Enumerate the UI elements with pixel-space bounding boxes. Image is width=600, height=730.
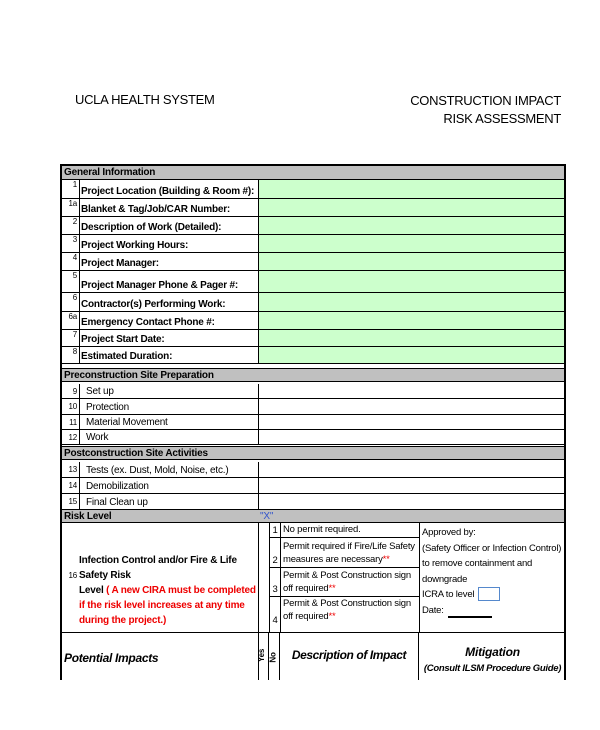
row-value-field[interactable] (258, 415, 566, 429)
row-number: 13 (68, 465, 77, 474)
row-value-field[interactable] (258, 199, 566, 216)
risk-option-1[interactable] (270, 523, 420, 538)
risk-assessment-form (60, 164, 566, 680)
row-label: Project Manager: (79, 253, 258, 270)
form-row (62, 217, 566, 235)
risk-level-title: Risk Level (64, 511, 112, 522)
row-number: 15 (68, 497, 77, 506)
row-value-field[interactable] (258, 235, 566, 252)
row-number: 1a (68, 199, 77, 208)
form-row (62, 235, 566, 253)
row-number: 4 (72, 253, 77, 262)
row-label: Contractor(s) Performing Work: (79, 293, 258, 311)
form-row (62, 478, 566, 494)
risk-row-number: 16 (68, 571, 77, 580)
risk-level-label (79, 553, 257, 628)
form-row (62, 271, 566, 293)
row-number: 6 (72, 293, 77, 302)
no-column-header (269, 633, 280, 680)
row-label: Demobilization (79, 478, 258, 493)
risk-selection-column[interactable] (258, 523, 269, 633)
row-value-field[interactable] (258, 330, 566, 346)
row-value-field[interactable] (258, 180, 566, 198)
form-row (62, 494, 566, 510)
approval-section (419, 523, 566, 633)
yes-label: Yes (257, 648, 267, 663)
form-title (410, 92, 561, 128)
icra-level-row (422, 587, 566, 603)
form-row (62, 199, 566, 217)
risk-option-text: Permit & Post Construction sign off required** (283, 570, 411, 594)
row-value-field[interactable] (258, 293, 566, 311)
risk-option-number: 4 (270, 597, 281, 633)
form-row (62, 330, 566, 347)
row-label: Estimated Duration: (79, 347, 258, 363)
risk-option-2[interactable] (270, 538, 420, 568)
mitigation-title: Mitigation (465, 645, 520, 659)
risk-option-4[interactable] (270, 597, 420, 633)
form-title-line2: RISK ASSESSMENT (443, 111, 561, 126)
row-label: Material Movement (79, 415, 258, 429)
icra-level-input[interactable] (478, 587, 500, 601)
risk-option-3[interactable] (270, 568, 420, 597)
row-number: 10 (68, 402, 77, 411)
row-label: Tests (ex. Dust, Mold, Noise, etc.) (79, 462, 258, 477)
row-number: 3 (72, 235, 77, 244)
row-number: 11 (69, 417, 77, 427)
row-number: 14 (68, 481, 77, 490)
row-value-field[interactable] (258, 399, 566, 414)
row-label: Work (79, 430, 258, 444)
date-input[interactable] (448, 616, 492, 618)
row-value-field[interactable] (258, 271, 566, 292)
row-value-field[interactable] (258, 384, 566, 398)
risk-option-text: Permit required if Fire/Life Safety measures are necessary** (283, 541, 415, 565)
form-row (62, 180, 566, 199)
row-value-field[interactable] (258, 253, 566, 270)
row-label: Description of Work (Detailed): (79, 217, 258, 234)
row-number: 1 (72, 180, 77, 189)
row-label: Project Start Date: (79, 330, 258, 346)
mitigation-subtitle: (Consult ILSM Procedure Guide) (423, 663, 562, 674)
organization-name: UCLA HEALTH SYSTEM (75, 92, 215, 107)
row-value-field[interactable] (258, 430, 566, 444)
row-number: 2 (72, 217, 77, 226)
risk-level-area (62, 523, 566, 633)
row-number: 8 (72, 347, 77, 356)
section-postconstruction: Postconstruction Site Activities (62, 446, 566, 460)
impacts-header (62, 633, 566, 680)
section-general-information: General Information (62, 166, 566, 180)
risk-option-text: Permit & Post Construction sign off required** (283, 598, 411, 622)
form-row (62, 430, 566, 445)
row-label: Project Working Hours: (79, 235, 258, 252)
form-row (62, 312, 566, 330)
risk-option-number: 3 (270, 568, 281, 596)
row-number: 6a (68, 312, 77, 321)
form-title-line1: CONSTRUCTION IMPACT (410, 93, 561, 108)
risk-marker: "X" (260, 511, 274, 522)
row-number: 9 (72, 386, 77, 396)
row-label: Final Clean up (79, 494, 258, 509)
form-row (62, 347, 566, 364)
risk-option-number: 2 (270, 538, 281, 567)
row-value-field[interactable] (258, 478, 566, 493)
row-number: 5 (72, 271, 77, 280)
description-of-impact-heading: Description of Impact (280, 633, 419, 680)
row-value-field[interactable] (258, 217, 566, 234)
mitigation-heading (419, 633, 566, 680)
risk-label-level: Level (79, 585, 104, 596)
form-row (62, 253, 566, 271)
row-label: Blanket & Tag/Job/CAR Number: (79, 199, 258, 216)
form-row (62, 415, 566, 430)
row-label: Emergency Contact Phone #: (79, 312, 258, 329)
row-label: Protection (79, 399, 258, 414)
row-value-field[interactable] (258, 494, 566, 509)
approved-by-label: Approved by: (422, 527, 476, 538)
form-row (62, 293, 566, 312)
no-label: No (268, 652, 278, 663)
risk-option-text: No permit required. (283, 524, 361, 535)
form-row (62, 462, 566, 478)
risk-label-warning: ( A new CIRA must be completed if the risk level increases at any time during the project.) (79, 585, 256, 626)
icra-level-label: ICRA to level (422, 589, 475, 600)
row-value-field[interactable] (258, 347, 566, 363)
row-label: Project Manager Phone & Pager #: (79, 271, 258, 292)
row-value-field[interactable] (258, 462, 566, 477)
date-row (422, 603, 566, 619)
row-number: 7 (72, 330, 77, 339)
row-number: 12 (68, 432, 77, 442)
approver-note: (Safety Officer or Infection Control) to remove containment and downgrade (422, 542, 562, 585)
section-preconstruction: Preconstruction Site Preparation (62, 368, 566, 382)
form-row (62, 384, 566, 399)
potential-impacts-heading: Potential Impacts (64, 651, 159, 665)
row-value-field[interactable] (258, 312, 566, 329)
risk-label-text: Infection Control and/or Fire & Life Safety Risk (79, 555, 237, 581)
row-label: Project Location (Building & Room #): (79, 180, 258, 198)
section-risk-level (62, 509, 566, 523)
risk-option-number: 1 (270, 523, 281, 537)
form-row (62, 399, 566, 415)
row-label: Set up (79, 384, 258, 398)
yes-column-header (258, 633, 269, 680)
risk-options (269, 523, 419, 633)
date-label: Date: (422, 604, 444, 616)
